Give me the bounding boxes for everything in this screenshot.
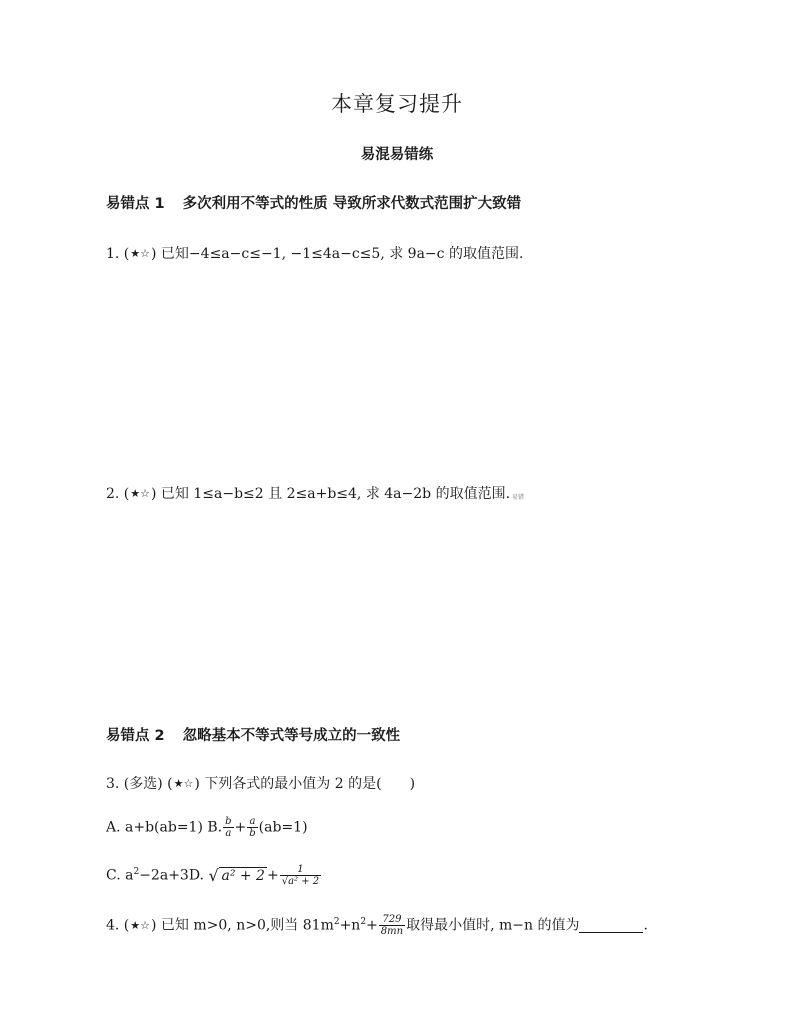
q1-number: 1. (: [106, 246, 130, 262]
error-point-1-label: 易错点 1: [106, 196, 165, 212]
q4-exponent-1: 2: [333, 916, 340, 927]
q2-text: 已知 1≤a−b≤2 且 2≤a+b≤4, 求 4a−2b 的取值范围.: [156, 486, 511, 502]
option-d-sqrt: [208, 867, 267, 884]
fraction-denominator: a: [225, 828, 232, 839]
page-title: 本章复习提升: [331, 92, 463, 116]
error-point-2-heading: [106, 724, 400, 745]
question-4: [106, 914, 648, 937]
plus-sign: +: [266, 867, 279, 884]
q3-number: 3. (多选) (: [106, 776, 173, 792]
q3-options-ab: [106, 816, 308, 839]
q3-paren-close: ): [194, 776, 200, 792]
question-1: [106, 243, 523, 263]
difficulty-star-icon: ★☆: [130, 918, 151, 932]
q4-text-a: 已知 m>0, n>0,则当 81m: [156, 917, 334, 934]
q4-paren-close: ): [151, 917, 157, 934]
q4-text-b: +n: [339, 917, 361, 934]
error-point-1-heading: [106, 192, 521, 213]
q4-number: 4. (: [106, 917, 130, 934]
q2-number: 2. (: [106, 486, 130, 502]
fraction-numerator: 729: [379, 914, 405, 926]
error-point-2-label: 易错点 2: [106, 728, 165, 744]
q4-period: .: [643, 917, 648, 934]
answer-blank[interactable]: [579, 918, 643, 933]
error-tag: 易错: [512, 494, 525, 501]
option-c-exponent: 2: [133, 866, 140, 877]
plus-sign: +: [234, 819, 247, 836]
fraction-denominator: b: [249, 828, 256, 839]
sqrt-radical-icon: √: [208, 865, 219, 885]
q2-paren-close: ): [151, 486, 157, 502]
option-b-fraction-2: [247, 816, 257, 839]
q3-options-cd: [106, 864, 322, 887]
question-2: [106, 483, 524, 503]
q1-text: 已知−4≤a−c≤−1, −1≤4a−c≤5, 求 9a−c 的取值范围.: [156, 246, 524, 262]
q1-paren-close: ): [151, 246, 157, 262]
option-d-fraction: [280, 864, 321, 887]
option-b-label: B.: [207, 819, 223, 836]
difficulty-star-icon: ★☆: [130, 487, 151, 500]
option-c-rest: −2a+3: [139, 867, 189, 884]
fraction-numerator: 1: [280, 864, 321, 876]
error-point-2-text: 忽略基本不等式等号成立的一致性: [182, 728, 401, 744]
fraction-numerator: a: [247, 816, 257, 828]
difficulty-star-icon: ★☆: [130, 247, 151, 260]
q4-exponent-2: 2: [360, 916, 367, 927]
error-point-1-text: 多次利用不等式的性质 导致所求代数式范围扩大致错: [182, 196, 522, 212]
option-b-fraction-1: [223, 816, 233, 839]
fraction-numerator: b: [225, 816, 232, 827]
option-d-label: D.: [188, 867, 205, 884]
fraction-denominator: √a² + 2: [281, 876, 320, 887]
option-b-condition: (ab=1): [258, 819, 308, 836]
difficulty-star-icon: ★☆: [173, 777, 194, 790]
q3-text: 下列各式的最小值为 2 的是( ): [199, 776, 416, 792]
question-3: [106, 773, 415, 793]
q4-text-c: +: [366, 917, 378, 934]
section-subtitle: 易混易错练: [360, 147, 434, 163]
sqrt-radicand: a² + 2: [221, 867, 265, 884]
option-c-prefix: C. a: [106, 867, 134, 884]
q4-text-d: 取得最小值时, m−n 的值为: [406, 917, 580, 934]
q4-fraction: [379, 914, 405, 937]
option-a: A. a+b(ab=1): [106, 819, 208, 836]
fraction-denominator: 8mn: [380, 926, 404, 937]
